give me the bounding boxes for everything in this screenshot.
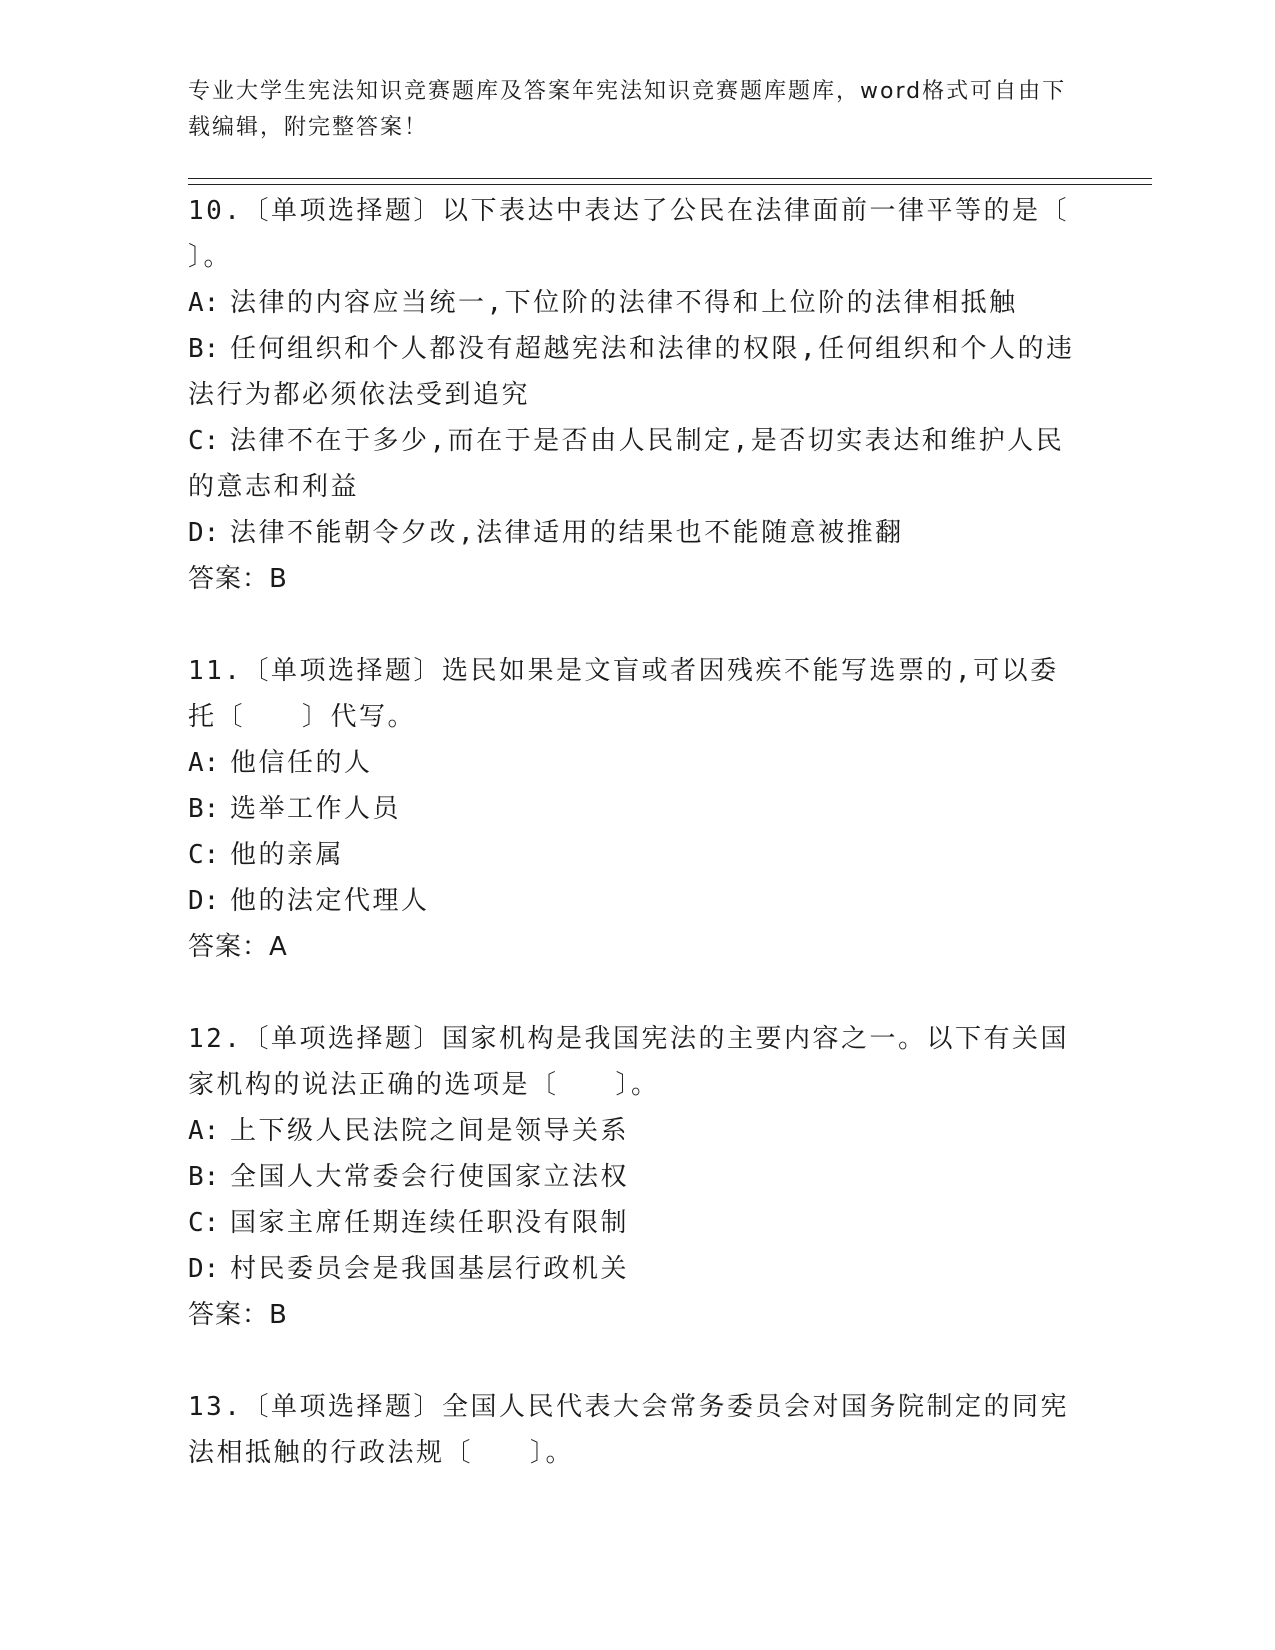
option-letter: B: [188,1162,220,1192]
option-text: 法律不在于多少,而在于是否由人民制定,是否切实表达和维护人民的意志和利益 [188,426,1065,502]
option-text: 村民委员会是我国基层行政机关 [230,1254,630,1284]
option-letter: A: [188,748,220,778]
option-a [188,1108,1078,1154]
option-b [188,1154,1078,1200]
option-a [188,740,1078,786]
option-text: 全国人大常委会行使国家立法权 [230,1162,630,1192]
option-b [188,786,1078,832]
option-a [188,280,1078,326]
option-d [188,510,1078,556]
option-letter: B: [188,334,220,364]
option-text: 他的法定代理人 [230,886,430,916]
option-text: 他信任的人 [230,748,373,778]
question-item [188,1016,1078,1338]
option-c [188,418,1078,510]
question-stem: 11.〔单项选择题〕选民如果是文盲或者因残疾不能写选票的,可以委托〔 〕代写。 [188,656,1059,732]
question-stem: 13.〔单项选择题〕全国人民代表大会常务委员会对国务院制定的同宪法相抵触的行政法规〔 〕。 [188,1392,1069,1468]
header-divider-bottom [188,184,1152,185]
option-text: 选举工作人员 [230,794,402,824]
option-letter: B: [188,794,220,824]
question-item [188,188,1078,602]
option-d [188,1246,1078,1292]
question-item [188,1384,1078,1476]
question-item [188,648,1078,970]
option-letter: D: [188,1254,220,1284]
option-letter: D: [188,886,220,916]
option-text: 上下级人民法院之间是领导关系 [230,1116,630,1146]
option-b [188,326,1078,418]
option-c [188,1200,1078,1246]
answer-line: 答案：A [188,932,288,962]
document-header: 专业大学生宪法知识竞赛题库及答案年宪法知识竞赛题库题库，word格式可自由下载编辑，附完整答案！ [188,79,1067,140]
header-divider-top [188,178,1152,179]
option-text: 法律的内容应当统一,下位阶的法律不得和上位阶的法律相抵触 [230,288,1018,318]
answer-line: 答案：B [188,1300,288,1330]
question-stem: 12.〔单项选择题〕国家机构是我国宪法的主要内容之一。以下有关国家机构的说法正确的选项是〔 〕。 [188,1024,1069,1100]
option-text: 国家主席任期连续任职没有限制 [230,1208,630,1238]
option-letter: A: [188,288,220,318]
option-letter: C: [188,840,220,870]
option-letter: A: [188,1116,220,1146]
option-text: 法律不能朝令夕改,法律适用的结果也不能随意被推翻 [230,518,904,548]
option-text: 任何组织和个人都没有超越宪法和法律的权限,任何组织和个人的违法行为都必须依法受到追究 [188,334,1075,410]
question-list [188,188,1078,1522]
option-d [188,878,1078,924]
option-letter: C: [188,1208,220,1238]
option-text: 他的亲属 [230,840,345,870]
option-c [188,832,1078,878]
option-letter: C: [188,426,220,456]
question-stem: 10.〔单项选择题〕以下表达中表达了公民在法律面前一律平等的是〔 〕。 [188,196,1069,272]
option-letter: D: [188,518,220,548]
answer-line: 答案：B [188,564,288,594]
